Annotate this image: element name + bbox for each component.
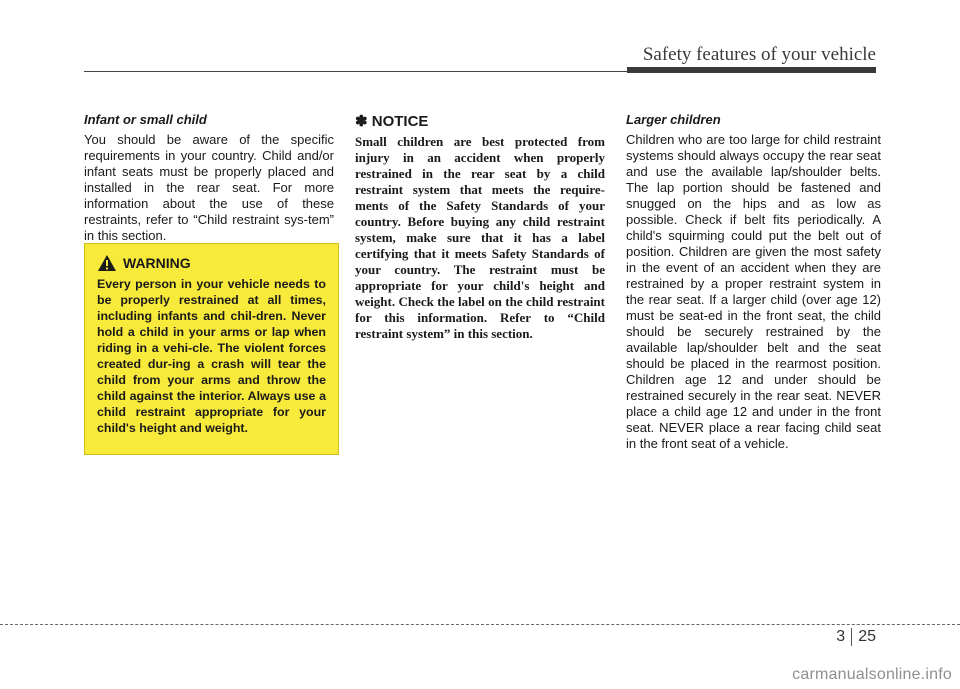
warning-title: WARNING [123, 255, 191, 271]
left-column [84, 112, 334, 244]
warning-triangle-icon [97, 254, 117, 272]
notice-text: Small children are best protected from injury in an accident when properly restrained in the rear seat by a child restraint system that meets the require-ments of the Safety Standards of your country. Before buying any child restraint system, make sure that it has a label certifying that it meets Safety Standards of your country. The restraint must be appropriate for your child's height and weight. Check the label on the child restraint for this information. Refer to “Child restraint system” in this section. [355, 134, 605, 341]
infant-subheading: Infant or small child [84, 112, 207, 127]
warning-text: Every person in your vehicle needs to be properly restrained at all times, including infants and chil-dren. Never hold a child in your arms or lap when riding in a vehi-cle. The violent forces created dur-ing a crash will tear the child from your arms and throw the child against the interior. Always use a child restraint appropriate for your child's height and weight. [97, 277, 326, 435]
header-rule-accent [627, 67, 876, 73]
page-number-value: 25 [858, 628, 876, 645]
section-title: Safety features of your vehicle [642, 44, 876, 65]
footer-rule [0, 624, 960, 625]
chapter-number: 3 [836, 628, 846, 645]
notice-title: ✽ NOTICE [355, 113, 429, 130]
page-number [836, 628, 876, 646]
watermark: carmanualsonline.info [792, 666, 952, 683]
larger-children-paragraph: Children who are too large for child restraint systems should always occupy the rear seat and use the available lap/shoulder belts. The lap portion should be fastened and snugged on the hips and as low as possible. Check if belt fits periodically. A child's squirming could put the belt out of position. Children are given the most safety in the event of an accident when they are restrained by a proper restraint system in the rear seat. If a larger child (over age 12) must be seat-ed in the front seat, the child should be securely restrained by the available lap/shoulder belt and the seat should be placed in the rearmost position. Children age 12 and under should be restrained securely in the rear seat. NEVER place a child age 12 and under in the front seat. NEVER place a rear facing child seat in the front seat of a vehicle. [626, 132, 881, 451]
larger-children-subheading: Larger children [626, 112, 721, 127]
warning-header [97, 254, 326, 272]
middle-column [355, 112, 605, 342]
right-column [626, 112, 881, 452]
warning-box [84, 243, 339, 455]
infant-paragraph: You should be aware of the specific requirements in your country. Child and/or infant seats must be properly placed and installed in the rear seat. For more information about the use of these restraints, refer to “Child restraint sys-tem” in this section. [84, 132, 334, 243]
page-number-separator [851, 628, 852, 646]
